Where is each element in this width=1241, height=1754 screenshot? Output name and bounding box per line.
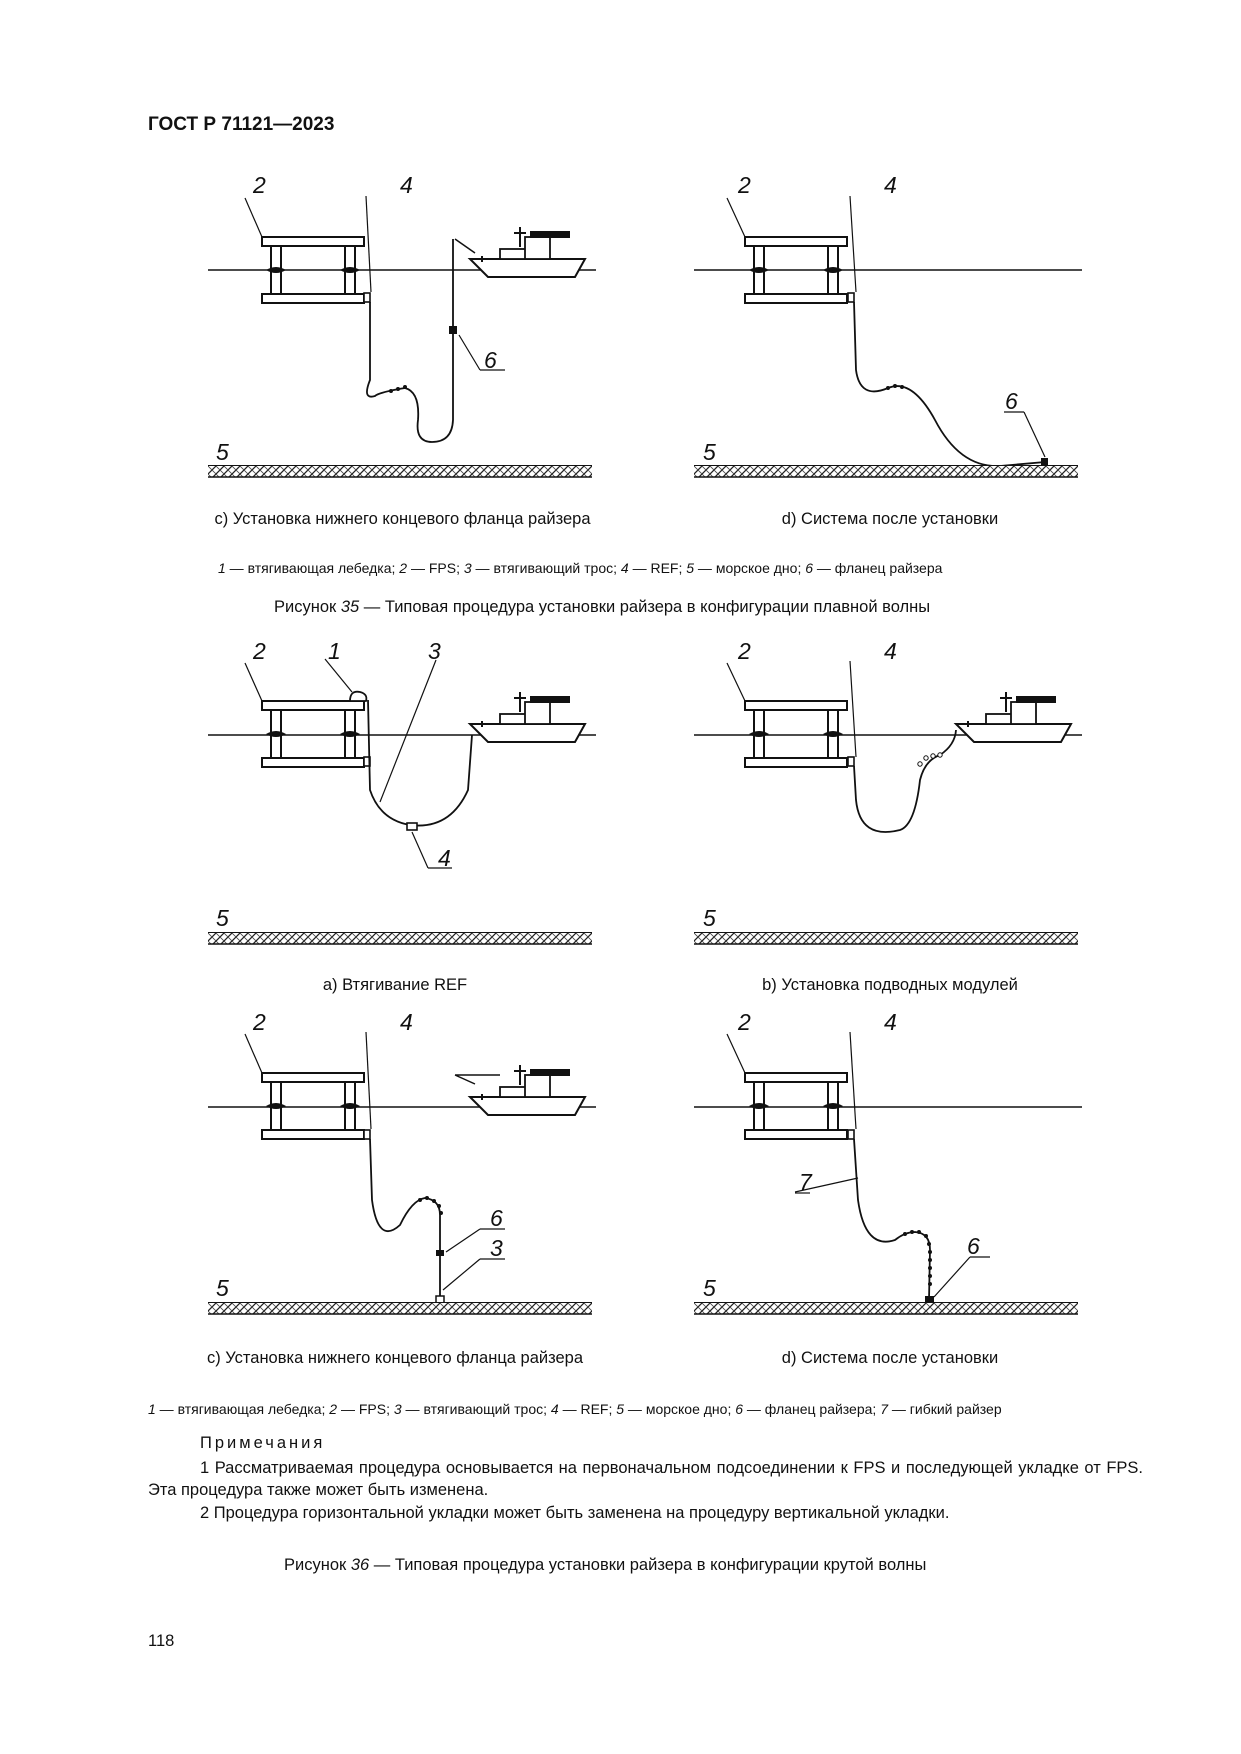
subcaption-35d: d) Система после установки: [781, 510, 999, 528]
subcaption-36a: а) Втягивание REF: [322, 976, 468, 994]
subcaption-36d: d) Система после установки: [781, 1349, 999, 1367]
label-2: 2: [738, 1009, 751, 1035]
diagram-35d: [694, 172, 1082, 477]
label-6: 6: [490, 1205, 503, 1231]
label-5: 5: [703, 439, 716, 465]
legend-35: 1 — втягивающая лебедка; 2 — FPS; 3 — втягивающий трос; 4 — REF; 5 — морское дно; 6 — фланец райзера: [218, 560, 943, 576]
label-5: 5: [216, 1275, 229, 1301]
subcaption-35c: с) Установка нижнего концевого фланца райзера: [214, 510, 591, 528]
notes-heading: Примечания: [200, 1434, 326, 1452]
legend-36: 1 — втягивающая лебедка; 2 — FPS; 3 — втягивающий трос; 4 — REF; 5 — морское дно; 6 — фланец райзера; 7 — гибкий райзер: [148, 1401, 1002, 1417]
label-2: 2: [738, 638, 751, 664]
diagram-36a: [208, 638, 596, 944]
label-5: 5: [703, 1275, 716, 1301]
note-1: 1 Рассматриваемая процедура основывается на первоначальном подсоединении к FPS и последующей укладке от FPS. Эта процедура также может быть изменена.: [148, 1459, 1143, 1499]
label-2: 2: [738, 172, 751, 198]
figure-35-title: Рисунок 35 — Типовая процедура установки райзера в конфигурации плавной волны: [274, 598, 931, 616]
label-7: 7: [799, 1169, 812, 1195]
label-6: 6: [484, 347, 497, 373]
label-3: 3: [428, 638, 441, 664]
label-4: 4: [438, 845, 451, 871]
diagram-36d: [694, 1009, 1082, 1314]
label-5: 5: [703, 905, 716, 931]
diagram-36b: [694, 638, 1082, 944]
label-2: 2: [253, 1009, 266, 1035]
figure-36-title: Рисунок 36 — Типовая процедура установки райзера в конфигурации крутой волны: [284, 1556, 927, 1574]
label-3: 3: [490, 1235, 503, 1261]
label-4: 4: [884, 1009, 897, 1035]
label-4: 4: [884, 172, 897, 198]
label-5: 5: [216, 439, 229, 465]
document-header: ГОСТ Р 71121—2023: [148, 114, 335, 135]
label-4: 4: [400, 172, 413, 198]
label-4: 4: [884, 638, 897, 664]
subcaption-36c: с) Установка нижнего концевого фланца райзера: [206, 1349, 584, 1367]
note-2: 2 Процедура горизонтальной укладки может быть заменена на процедуру вертикальной укладки.: [200, 1504, 950, 1522]
label-1: 1: [328, 638, 341, 664]
label-4: 4: [400, 1009, 413, 1035]
diagram-35c: [208, 172, 596, 477]
label-6: 6: [967, 1233, 980, 1259]
label-6: 6: [1005, 388, 1018, 414]
label-2: 2: [253, 638, 266, 664]
label-5: 5: [216, 905, 229, 931]
diagram-36c: [208, 1009, 596, 1314]
label-2: 2: [253, 172, 266, 198]
subcaption-36b: b) Установка подводных модулей: [762, 976, 1018, 994]
page-number: 118: [148, 1632, 175, 1650]
